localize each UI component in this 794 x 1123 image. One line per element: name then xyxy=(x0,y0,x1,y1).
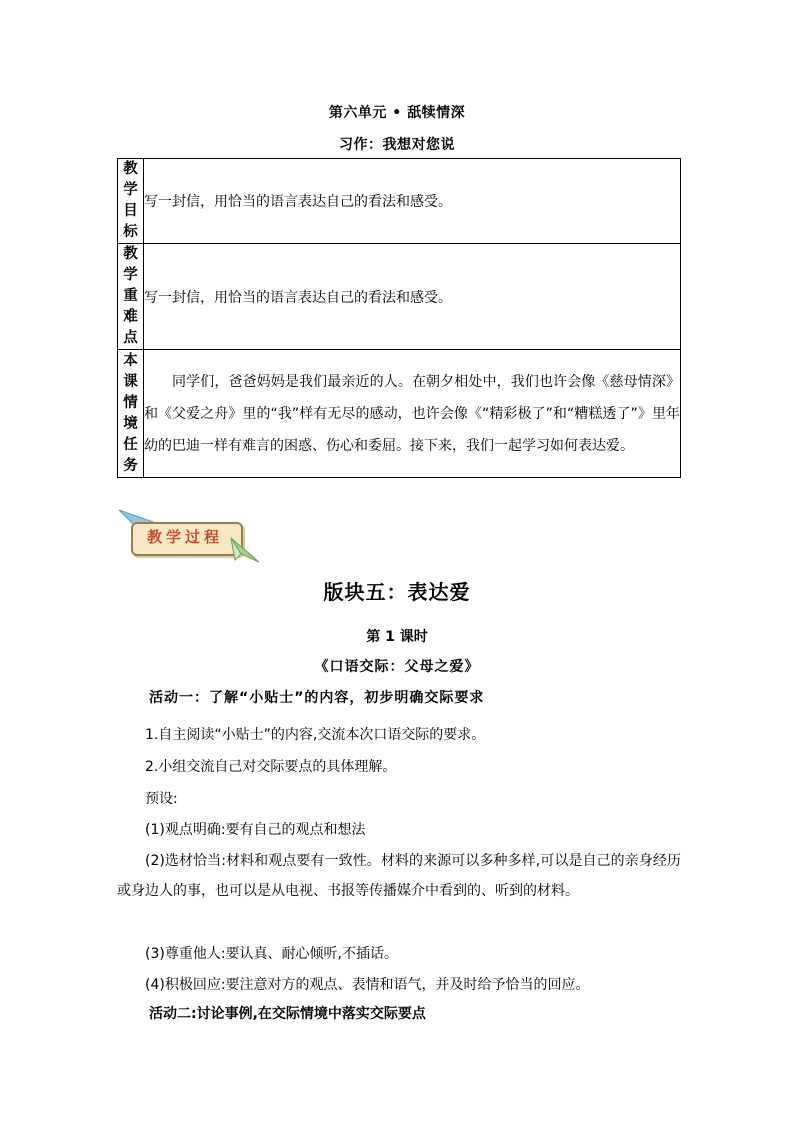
row-content: 写一封信，用恰当的语言表达自己的看法和感受。 xyxy=(144,244,681,350)
point-one: (1)观点明确:要有自己的观点和想法 xyxy=(145,822,366,838)
table-row xyxy=(118,159,681,244)
table-row xyxy=(118,350,681,478)
row-content: 同学们，爸爸妈妈是我们最亲近的人。在朝夕相处中，我们也许会像《慈母情深》和《父爱之舟》里的“我”样有无尽的感动，也许会像《“精彩极了”和“糟糕透了”》里年幼的巴迪一样有难言的困惑、伤心和委屈。接下来，我们一起学习如何表达爱。 xyxy=(144,350,681,478)
unit-title: 第六单元 • 舐犊情深 xyxy=(328,105,466,121)
paper-plane-icon xyxy=(229,534,261,564)
preset-label: 预设: xyxy=(145,791,178,807)
activity-one-heading: 活动一：了解“小贴士”的内容，初步明确交际要求 xyxy=(149,690,485,706)
table-row xyxy=(118,244,681,350)
row-label: 教 学 重 难 点 xyxy=(118,244,144,350)
page-subtitle: 习作：我想对您说 xyxy=(339,137,455,153)
section-title: 版块五：表达爱 xyxy=(323,580,471,604)
row-label: 教 学 目 标 xyxy=(118,159,144,244)
step-one: 1.自主阅读“小贴士”的内容,交流本次口语交际的要求。 xyxy=(145,727,486,743)
lesson-time: 第 1 课时 xyxy=(366,629,428,645)
lesson-name: 《口语交际：父母之爱》 xyxy=(314,659,480,675)
point-four: (4)积极回应:要注意对方的观点、表情和语气，并及时给予恰当的回应。 xyxy=(145,977,590,993)
badge-label: 教学过程 xyxy=(146,528,223,546)
row-content: 写一封信，用恰当的语言表达自己的看法和感受。 xyxy=(144,159,681,244)
teaching-process-badge xyxy=(117,508,262,568)
activity-two-heading: 活动二:讨论事例,在交际情境中落实交际要点 xyxy=(149,1006,426,1022)
lesson-plan-table xyxy=(117,158,681,478)
step-two: 2.小组交流自己对交际要点的具体理解。 xyxy=(145,759,397,775)
point-three: (3)尊重他人:要认真、耐心倾听,不插话。 xyxy=(145,946,398,962)
row-label: 本 课 情 境 任 务 xyxy=(118,350,144,478)
point-two: (2)选材恰当:材料和观点要有一致性。材料的来源可以多种多样,可以是自己的亲身经历或身边人的事，也可以是从电视、书报等传播媒介中看到的、听到的材料。 xyxy=(117,853,681,899)
